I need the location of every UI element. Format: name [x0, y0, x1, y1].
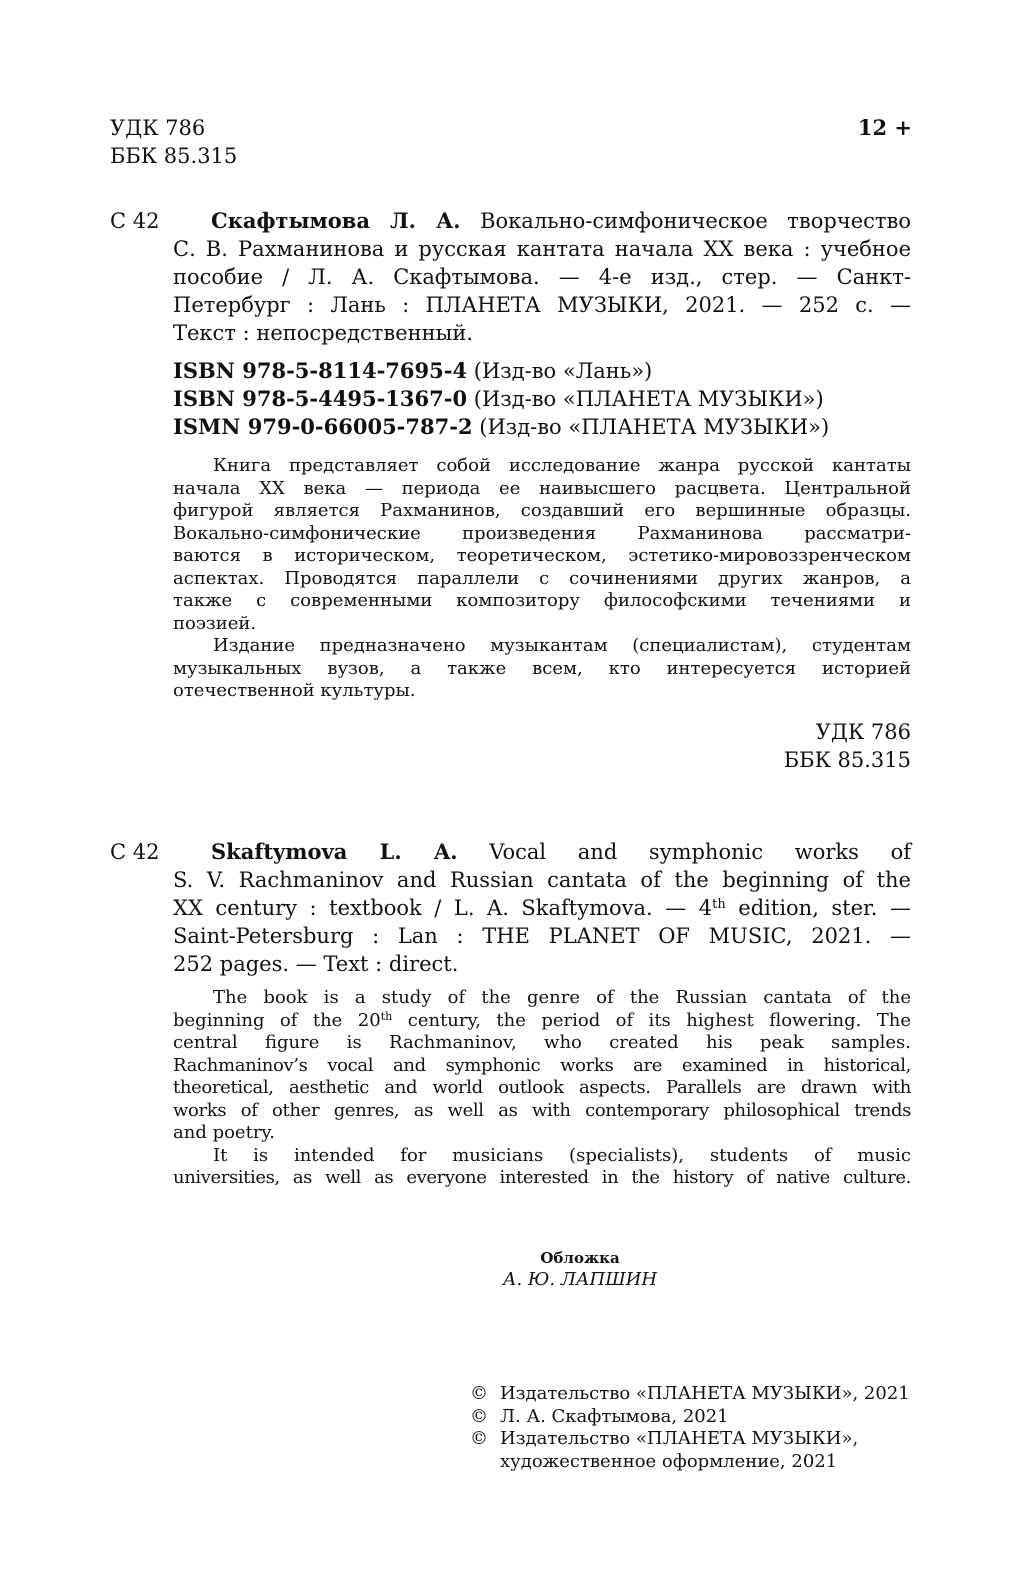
copyright-block	[470, 1383, 920, 1473]
copyright-text: Л. А. Скафтымова, 2021	[500, 1405, 729, 1427]
ru-abstract-line: поэзией.	[173, 612, 257, 634]
copyright-sign: ©	[470, 1428, 488, 1449]
ru-bbk: ББК 85.315	[783, 748, 911, 772]
en-abstract-text: century, the period of its highest flowering. The	[392, 1009, 911, 1031]
en-abstract-line: works of other genres, as well as with contemporary philosophical trends	[173, 1099, 911, 1121]
copyright-line	[470, 1406, 920, 1429]
ru-abstract-line: ваются в историческом, теоретическом, эстетико-мировоззренческом	[173, 545, 911, 566]
ru-code: С 42	[110, 209, 160, 233]
copyright-line	[470, 1428, 920, 1473]
en-abstract-line: central figure is Rachmaninov, who created his peak samples.	[173, 1032, 911, 1053]
en-abstract-line: The book is a study of the genre of the Russian cantata of the	[213, 987, 911, 1008]
ismn-code: ISMN 979-0-66005-787-2	[173, 414, 473, 439]
cover-credit	[440, 1248, 720, 1292]
copyright-text: Издательство «ПЛАНЕТА МУЗЫКИ», 2021	[500, 1383, 910, 1404]
en-entry-line: Saint-Petersburg : Lan : THE PLANET OF MUSIC, 2021. —	[173, 924, 911, 948]
isbn-publisher: (Изд-во «ПЛАНЕТА МУЗЫКИ»)	[473, 387, 824, 411]
en-author: Skaftymova L. A.	[211, 839, 458, 864]
en-abstract-line: universities, as well as everyone interested in the history of native culture.	[173, 1167, 911, 1188]
isbn-publisher: (Изд-во «ПЛАНЕТА МУЗЫКИ»)	[479, 415, 830, 439]
ru-udk-bbk	[784, 718, 911, 774]
header-udk: УДК 786	[110, 116, 206, 140]
ru-abstract	[173, 455, 911, 703]
header-bbk: ББК 85.315	[110, 144, 238, 168]
en-abstract-text: beginning of the 20	[173, 1009, 381, 1031]
en-entry-text: XX century : textbook / L. A. Skaftymova. — 4	[173, 896, 713, 920]
ru-abstract-line: Книга представляет собой исследование жанра русской кантаты	[213, 455, 911, 476]
en-entry-text: edition, ster. —	[725, 896, 911, 920]
copyright-sign: ©	[470, 1383, 488, 1404]
isbn-code: ISBN 978-5-8114-7695-4	[173, 358, 468, 383]
ru-abstract-line: аспектах. Проводятся параллели с сочинениями других жанров, а	[173, 567, 911, 589]
en-title-start: Vocal and symphonic works of	[489, 840, 911, 864]
en-abstract	[173, 987, 911, 1190]
isbn-line	[173, 385, 829, 413]
ru-udk: УДК 786	[815, 720, 911, 744]
age-rating: 12 +	[857, 115, 912, 140]
en-abstract-line: It is intended for musicians (specialists), students of music	[213, 1144, 911, 1166]
ru-abstract-line: отечественной культуры.	[173, 680, 416, 701]
superscript: th	[380, 1009, 393, 1023]
ru-entry-line: пособие / Л. А. Скафтымова. — 4-е изд., стер. — Санкт-	[173, 265, 911, 289]
en-abstract-line: Rachmaninov’s vocal and symphonic works are examined in historical,	[173, 1054, 911, 1076]
cover-label: Обложка	[540, 1249, 620, 1267]
isbn-line	[173, 357, 829, 385]
ru-abstract-line: фигурой является Рахманинов, создавший его вершинные образцы.	[173, 500, 911, 521]
ru-title-start: Вокально-симфоническое творчество	[480, 209, 911, 233]
isbn-block	[173, 357, 829, 441]
superscript: th	[712, 896, 726, 912]
copyright-line	[470, 1383, 920, 1406]
en-entry-line: 252 pages. — Text : direct.	[173, 952, 459, 976]
ismn-line	[173, 413, 829, 441]
ru-entry-line: Петербург : Лань : ПЛАНЕТА МУЗЫКИ, 2021. — 252 с. —	[173, 293, 911, 317]
ru-entry-line: Текст : непосредственный.	[173, 321, 473, 345]
en-abstract-line: and poetry.	[173, 1122, 275, 1143]
ru-abstract-line: музыкальных вузов, а также всем, кто интересуется историей	[173, 657, 911, 679]
en-bibliographic-entry	[173, 838, 911, 978]
en-abstract-line: theoretical, aesthetic and world outlook aspects. Parallels are drawn with	[173, 1077, 911, 1098]
en-entry-line	[173, 894, 911, 922]
copyright-text: художественное оформление, 2021	[500, 1450, 838, 1472]
en-abstract-line	[173, 1010, 911, 1033]
ru-entry-line: С. В. Рахманинова и русская кантата начала XX века : учебное	[173, 237, 911, 261]
isbn-code: ISBN 978-5-4495-1367-0	[173, 386, 468, 411]
en-code: С 42	[110, 840, 160, 864]
en-entry-line: S. V. Rachmaninov and Russian cantata of the beginning of the	[173, 868, 911, 892]
ru-bibliographic-entry	[173, 207, 911, 347]
cover-designer: А. Ю. ЛАПШИН	[502, 1269, 658, 1290]
ru-abstract-line: начала XX века — периода ее наивысшего расцвета. Центральной	[173, 477, 911, 499]
ru-author: Скафтымова Л. А.	[211, 208, 461, 233]
copyright-text: Издательство «ПЛАНЕТА МУЗЫКИ»,	[500, 1428, 859, 1449]
copyright-sign: ©	[470, 1405, 488, 1427]
isbn-publisher: (Изд-во «Лань»)	[473, 359, 653, 383]
ru-abstract-line: Вокально-симфонические произведения Рахманинова рассматри-	[173, 522, 911, 544]
ru-abstract-line: Издание предназначено музыкантам (специалистам), студентам	[213, 635, 911, 656]
ru-abstract-line: также с современными композитору философскими течениями и	[173, 590, 911, 611]
